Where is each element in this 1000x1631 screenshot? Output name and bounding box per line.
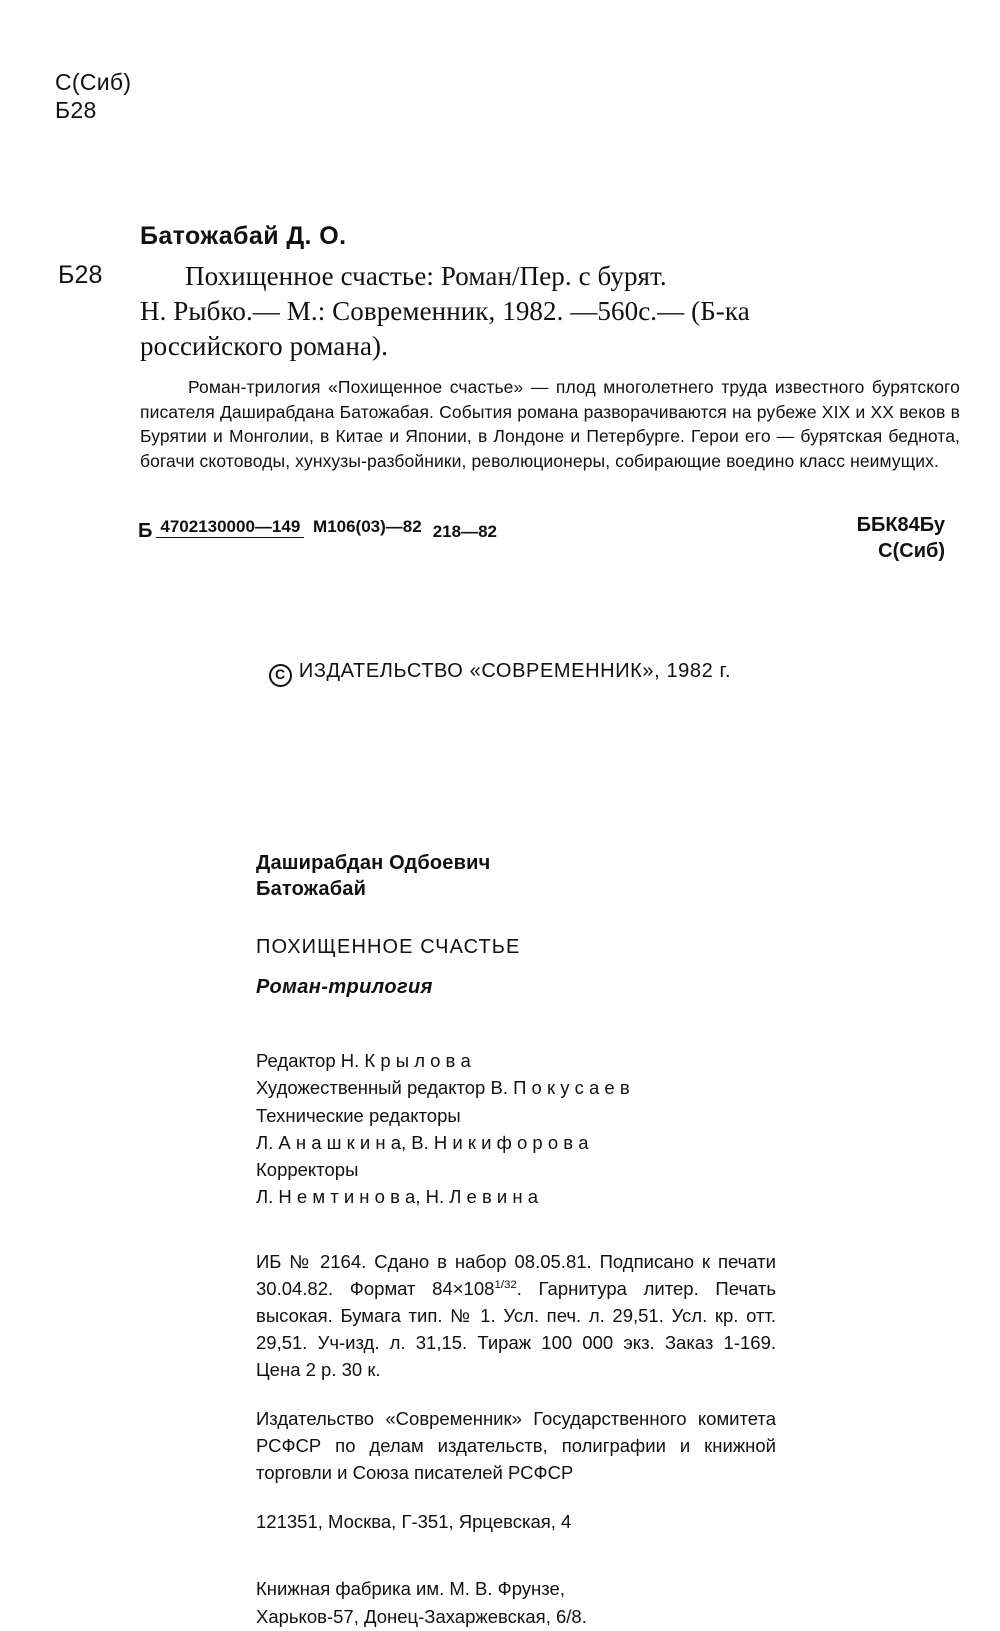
annotation-block bbox=[140, 375, 960, 473]
staff-line-art-editor: Художественный редактор В. П о к у с а е в bbox=[256, 1077, 630, 1099]
staff-line-tech-editors: Л. А н а ш к и н а, В. Н и к и ф о р о в а bbox=[256, 1131, 589, 1153]
colophon-author bbox=[256, 850, 776, 902]
copyright-line bbox=[0, 660, 1000, 687]
bibliographic-record bbox=[58, 222, 950, 364]
printing-factory bbox=[256, 1575, 776, 1631]
publisher-details: Издательство «Современник» Государственного комитета РСФСР по делам издательств, полиграфии и книжной торговли и Союза писателей РСФСР bbox=[256, 1408, 776, 1484]
staff-line-proofreaders-label: Корректоры bbox=[256, 1158, 359, 1180]
colophon-author-line-2: Батожабай bbox=[256, 878, 367, 900]
colophon-author-line-1: Даширабдан Одбоевич bbox=[256, 852, 491, 874]
staff-line-editor: Редактор Н. К р ы л о в а bbox=[256, 1050, 471, 1072]
copyright-icon: C bbox=[269, 664, 292, 687]
bbk-line-1: ББК84Бу bbox=[856, 514, 945, 536]
colophon-title: ПОХИЩЕННОЕ СЧАСТЬЕ bbox=[256, 936, 521, 958]
publisher-code bbox=[138, 512, 497, 543]
classification-marks bbox=[55, 68, 131, 124]
code-row bbox=[138, 512, 945, 564]
code-numerator: 4702130000—149 bbox=[156, 517, 304, 538]
production-format-fraction: 1/32 bbox=[494, 1279, 517, 1292]
production-details-part2: . Гарнитура литер. Печать высокая. Бумага тип. № 1. Усл. печ. л. 29,51. Усл. кр. отт. 29,51. Уч-изд. л. 31,15. Тираж 100 000 экз. Заказ 1-169. Цена 2 р. 30 к. bbox=[256, 1278, 776, 1381]
production-details-part1: ИБ № 2164. Сдано в набор 08.05.81. Подписано к печати 30.04.82. Формат 84×108 bbox=[256, 1251, 776, 1300]
code-tail: 218—82 bbox=[432, 522, 497, 541]
code-fraction bbox=[156, 517, 425, 537]
staff-line-tech-editors-label: Технические редакторы bbox=[256, 1104, 461, 1126]
code-denominator: М106(03)—82 bbox=[313, 517, 422, 537]
biblio-shelf-code: Б28 bbox=[58, 261, 103, 289]
biblio-line-2: Н. Рыбко.— М.: Современник, 1982. —560с.— (Б-ка bbox=[140, 296, 750, 327]
publisher-address: 121351, Москва, Г-351, Ярцевская, 4 bbox=[256, 1511, 572, 1533]
classification-line-2: Б28 bbox=[55, 97, 97, 124]
biblio-description bbox=[58, 259, 950, 364]
bbk-line-2: С(Сиб) bbox=[878, 540, 945, 562]
factory-line-2: Харьков-57, Донец-Захаржевская, 6/8. bbox=[256, 1606, 587, 1628]
copyright-text: ИЗДАТЕЛЬСТВО «СОВРЕМЕННИК», 1982 г. bbox=[298, 660, 732, 682]
colophon-imprint bbox=[256, 1248, 776, 1535]
biblio-line-1: Похищенное счастье: Роман/Пер. с бурят. bbox=[185, 261, 667, 291]
code-prefix: Б bbox=[138, 520, 153, 542]
factory-line-1: Книжная фабрика им. М. В. Фрунзе, bbox=[256, 1578, 565, 1600]
biblio-author: Батожабай Д. О. bbox=[140, 222, 347, 250]
colophon-subtitle: Роман-трилогия bbox=[256, 975, 433, 998]
bbk-code bbox=[857, 512, 945, 564]
colophon-block bbox=[256, 850, 776, 1631]
annotation-text: Роман-трилогия «Похищенное счастье» — плод многолетнего труда известного бурятского писателя Даширабдана Батожабая. События романа разворачиваются на рубеже XIX и XX веков в Бурятии и Монголии, в Китае и Японии, в Лондоне и Петербурге. Герои его — бурятская беднота, богачи скотоводы, хунхузы-разбойники, революционеры, собирающие воедино класс неимущих. bbox=[140, 377, 960, 471]
colophon-staff bbox=[256, 1047, 776, 1210]
classification-line-1: С(Сиб) bbox=[55, 69, 132, 95]
staff-line-proofreaders: Л. Н е м т и н о в а, Н. Л е в и н а bbox=[256, 1186, 539, 1208]
biblio-line-3: российского романа). bbox=[140, 331, 388, 362]
production-details bbox=[256, 1248, 776, 1383]
